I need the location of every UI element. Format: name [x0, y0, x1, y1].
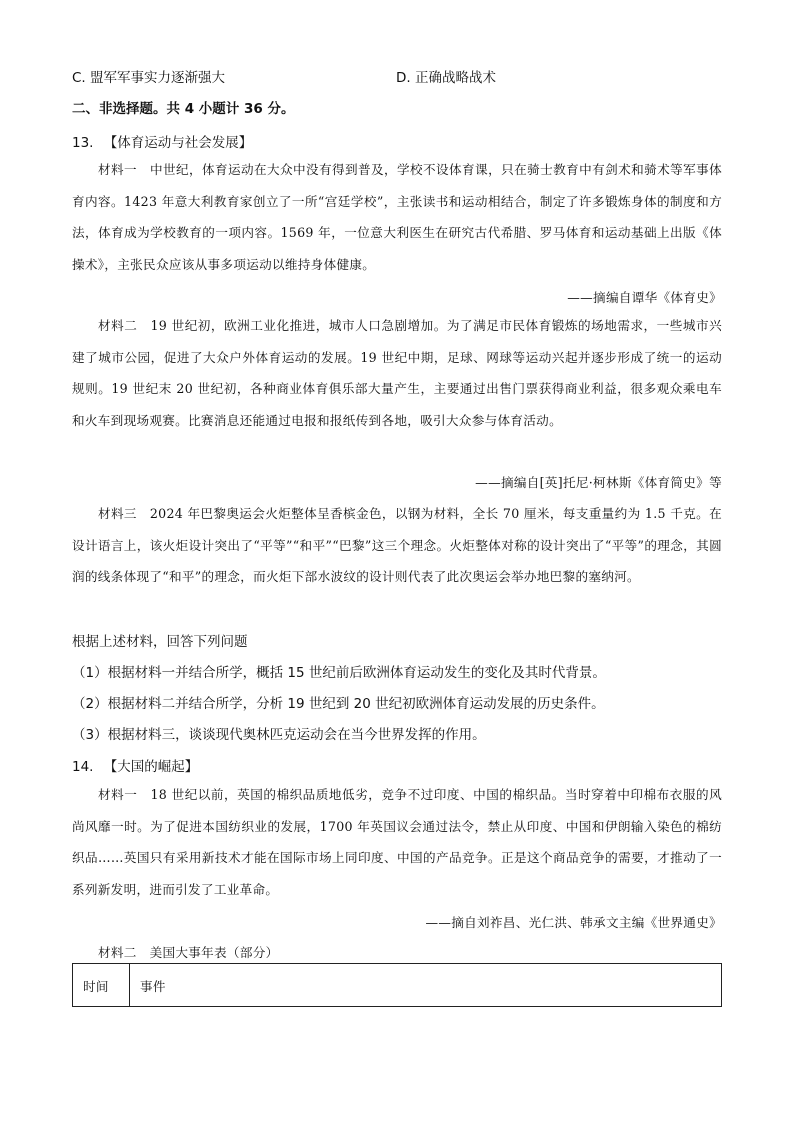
- q13-sub-question-1: （1）根据材料一并结合所学，概括 15 世纪前后欧洲体育运动发生的变化及其时代背景。: [72, 665, 606, 681]
- q13-sub-question-2: （2）根据材料二并结合所学，分析 19 世纪到 20 世纪初欧洲体育运动发展的历史条件。: [72, 696, 605, 712]
- q13-material-3: 材料三 2024 年巴黎奥运会火炬整体呈香槟金色，以钢为材料，全长 70 厘米，每支重量约为 1.5 千克。在设计语言上，该火炬设计突出了“平等”“和平”“巴黎”这三个理念。火炬整体对称的设计突出了“平等”的理念，其圆润的线条体现了“和平”的理念，而火炬下部水波纹的设计则代表了此次奥运会举办地巴黎的塞纳河。: [72, 506, 722, 584]
- q13-material-2: 材料二 19 世纪初，欧洲工业化推进，城市人口急剧增加。为了满足市民体育锻炼的场地需求，一些城市兴建了城市公园，促进了大众户外体育运动的发展。19 世纪中期，足球、网球等运动兴起并逐步形成了统一的运动规则。19 世纪末 20 世纪初，各种商业体育俱乐部大量产生，主要通过出售门票获得商业利益，很多观众乘电车和火车到现场观赛。比赛消息还能通过电报和报纸传到各地，吸引大众参与体育活动。: [72, 318, 722, 428]
- question-number: 13.: [72, 135, 94, 151]
- question-topic: 【体育运动与社会发展】: [103, 135, 253, 151]
- q13-source-2: ——摘编自[英]托尼·柯林斯《体育简史》等: [475, 475, 722, 490]
- q13-source-1: ——摘编自谭华《体育史》: [567, 290, 722, 305]
- table-header-time: 时间: [73, 964, 130, 1007]
- q14-material-2-caption: 材料二 美国大事年表（部分）: [98, 945, 279, 960]
- q13-sub-question-3: （3）根据材料三，谈谈现代奥林匹克运动会在当今世界发挥的作用。: [72, 727, 486, 743]
- question-topic: 【大国的崛起】: [103, 759, 199, 775]
- question-13-header: [72, 131, 252, 151]
- q13-instruction: 根据上述材料，回答下列问题: [72, 634, 248, 650]
- q14-source-1: ——摘自刘祚昌、光仁洪、韩承文主编《世界通史》: [425, 915, 722, 930]
- us-events-table: [72, 963, 722, 1007]
- question-14-header: [72, 755, 198, 775]
- section-heading: 二、非选择题。共 4 小题计 36 分。: [72, 101, 295, 117]
- q13-material-1: 材料一 中世纪，体育运动在大众中没有得到普及，学校不设体育课，只在骑士教育中有剑术和骑术等军事体育内容。1423 年意大利教育家创立了一所“宫廷学校”，主张读书和运动相结合，制定了许多锻炼身体的制度和方法，体育成为学校教育的一项内容。1569 年，一位意大利医生在研究古代希腊、罗马体育和运动基础上出版《体操术》，主张民众应该从事多项运动以维持身体健康。: [72, 162, 722, 272]
- table-header-row: [73, 964, 722, 1007]
- question-number: 14.: [72, 759, 94, 775]
- option-d: D. 正确战略战术: [396, 70, 496, 86]
- q14-material-1: 材料一 18 世纪以前，英国的棉织品质地低劣，竞争不过印度、中国的棉织品。当时穿着中印棉布衣服的风尚风靡一时。为了促进本国纺织业的发展，1700 年英国议会通过法令，禁止从印度、中国和伊朗输入染色的棉纺织品……英国只有采用新技术才能在国际市场上同印度、中国的产品竞争。正是这个商品竞争的需要，才推动了一系列新发明，进而引发了工业革命。: [72, 787, 722, 897]
- option-c: C. 盟军军事实力逐渐强大: [72, 70, 226, 86]
- table-header-event: 事件: [130, 964, 722, 1007]
